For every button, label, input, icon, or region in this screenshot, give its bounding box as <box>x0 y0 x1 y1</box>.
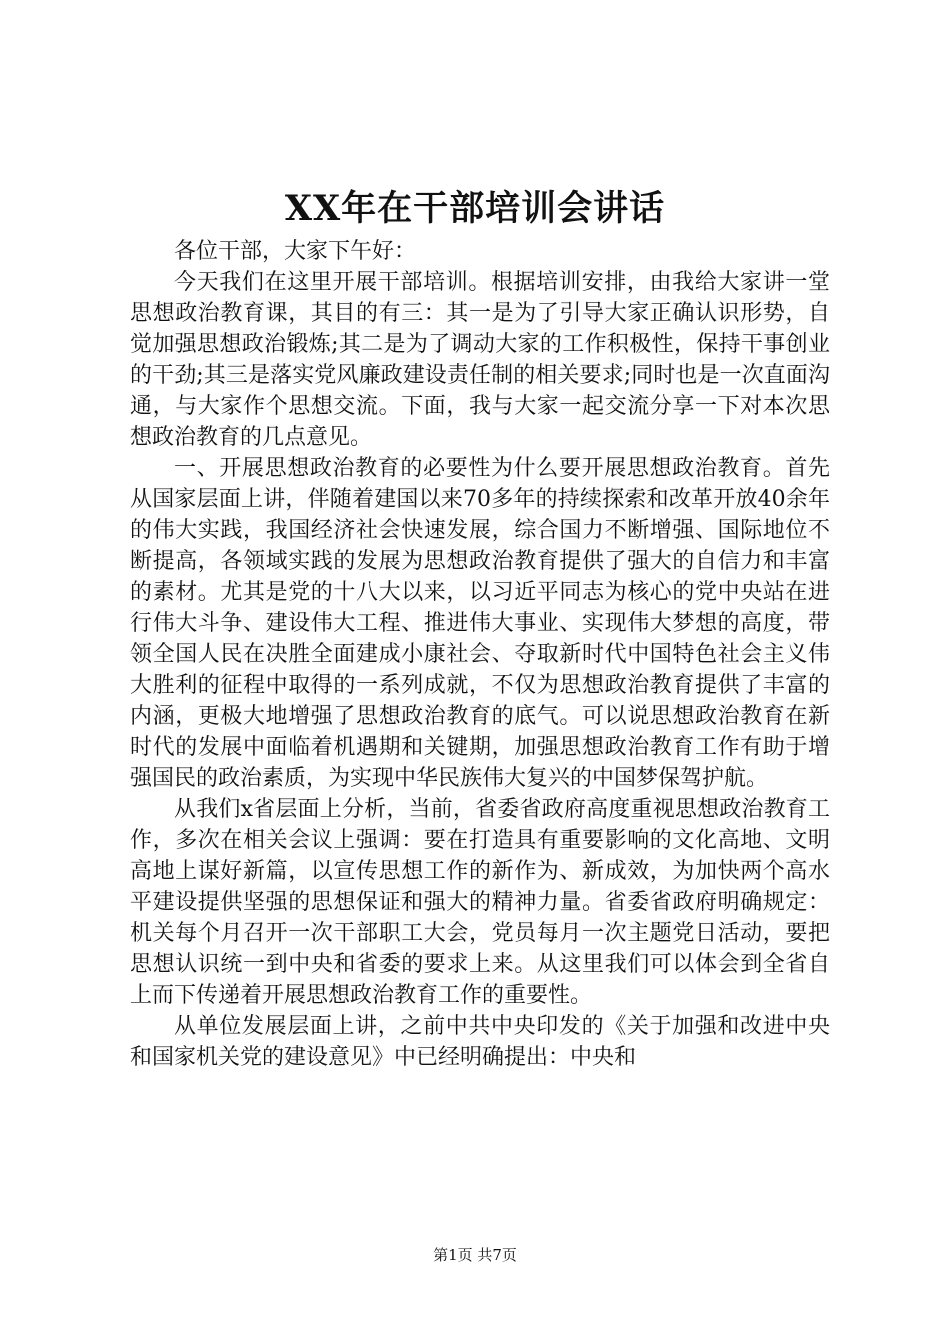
page-number-footer: 第1页 共7页 <box>433 1246 517 1264</box>
document-title: XX年在干部培训会讲话 <box>284 188 666 229</box>
greeting-paragraph: 各位干部，大家下午好： <box>174 239 417 264</box>
document-body <box>130 236 830 1073</box>
section-one-paragraph: 一、开展思想政治教育的必要性为什么要开展思想政治教育。首先从国家层面上讲，伴随着建国以来70多年的持续探索和改革开放40余年的伟大实践，我国经济社会快速发展，综合国力不断增强、国际地位不断提高，各领域实践的发展为思想政治教育提供了强大的自信力和丰富的素材。尤其是党的十八大以来，以习近平同志为核心的党中央站在进行伟大斗争、建设伟大工程、推进伟大事业、实现伟大梦想的高度，带领全国人民在决胜全面建成小康社会、夺取新时代中国特色社会主义伟大胜利的征程中取得的一系列成就，不仅为思想政治教育提供了丰富的内涵，更极大地增强了思想政治教育的底气。可以说思想政治教育在新时代的发展中面临着机遇期和关键期，加强思想政治教育工作有助于增强国民的政治素质，为实现中华民族伟大复兴的中国梦保驾护航。 <box>130 456 830 791</box>
province-paragraph: 从我们x省层面上分析，当前，省委省政府高度重视思想政治教育工作，多次在相关会议上强调：要在打造具有重要影响的文化高地、文明高地上谋好新篇，以宣传思想工作的新作为、新成效，为加快两个高水平建设提供坚强的思想保证和强大的精神力量。省委省政府明确规定：机关每个月召开一次干部职工大会，党员每月一次主题党日活动，要把思想认识统一到中央和省委的要求上来。从这里我们可以体会到全省自上而下传递着开展思想政治教育工作的重要性。 <box>130 797 830 1008</box>
intro-paragraph: 今天我们在这里开展干部培训。根据培训安排，由我给大家讲一堂思想政治教育课，其目的有三：其一是为了引导大家正确认识形势，自觉加强思想政治锻炼;其二是为了调动大家的工作积极性，保持干事创业的干劲;其三是落实党风廉政建设责任制的相关要求;同时也是一次直面沟通，与大家作个思想交流。下面，我与大家一起交流分享一下对本次思想政治教育的几点意见。 <box>130 270 830 450</box>
unit-paragraph: 从单位发展层面上讲，之前中共中央印发的《关于加强和改进中央和国家机关党的建设意见》中已经明确提出：中央和 <box>130 1014 830 1070</box>
